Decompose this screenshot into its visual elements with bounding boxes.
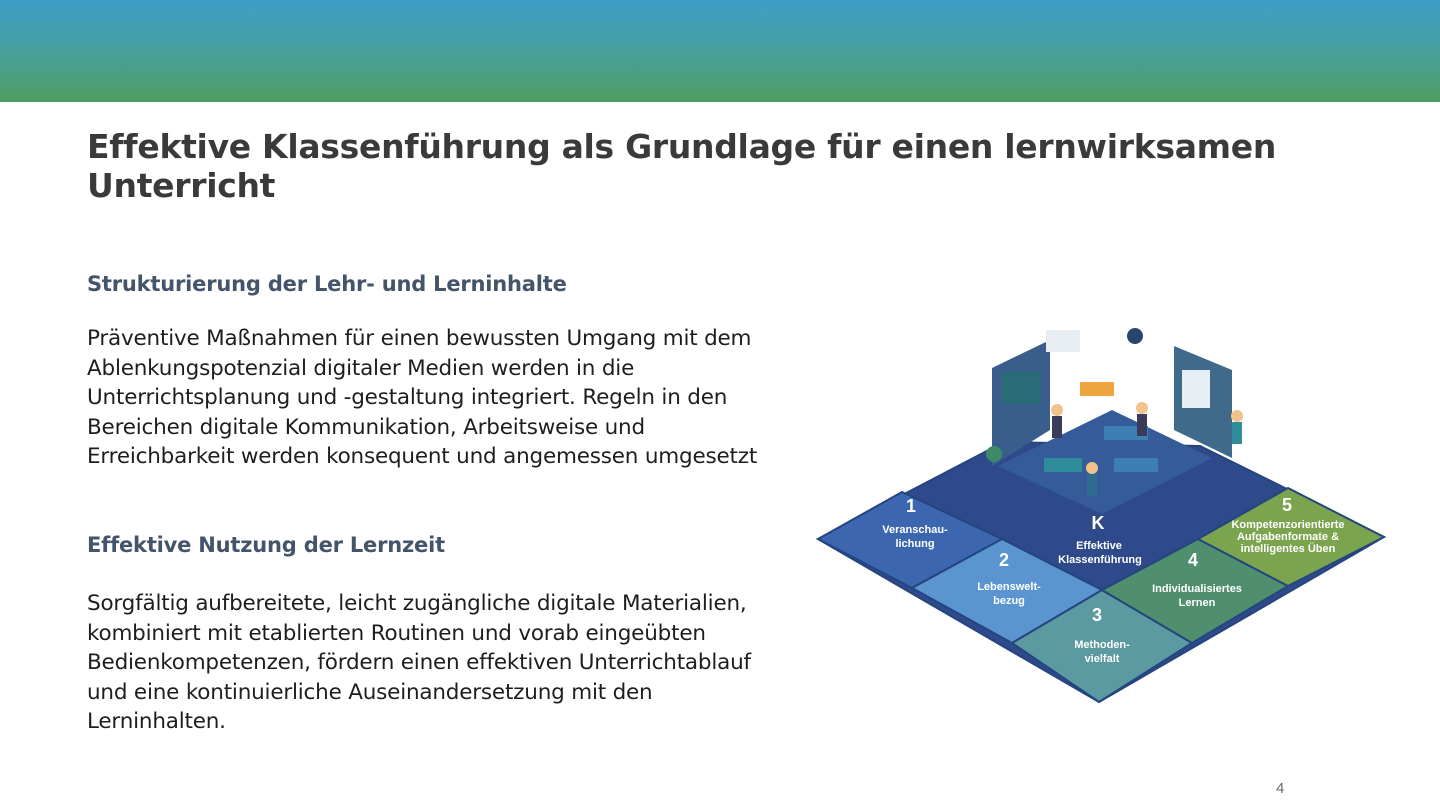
- text-line: Erreichbarkeit werden konsequent und angemessen umgesetzt: [87, 444, 758, 469]
- person-icon: [1231, 410, 1243, 422]
- person-icon: [1086, 462, 1098, 474]
- section-heading-structuring: Strukturierung der Lehr- und Lerninhalte: [87, 272, 567, 296]
- page-number: 4: [1276, 780, 1285, 797]
- text-line: Lerninhalten.: [87, 709, 226, 734]
- text-line: kombiniert mit etablierten Routinen und vorab eingeübten: [87, 620, 706, 646]
- tile-5-number: 5: [1281, 495, 1293, 515]
- person-icon: [1137, 414, 1147, 436]
- center-label: Effektive: [1076, 540, 1122, 552]
- tile-1-label: lichung: [895, 538, 935, 550]
- section-heading-learning-time: Effektive Nutzung der Lernzeit: [87, 533, 445, 557]
- section-text-learning-time: [87, 589, 807, 737]
- tile-3-number: 3: [1091, 605, 1103, 625]
- person-icon: [1052, 416, 1062, 438]
- whiteboard-icon: [1182, 370, 1210, 408]
- desk-icon: [1044, 458, 1082, 472]
- person-icon: [1051, 404, 1063, 416]
- tile-5-label: Kompetenzorientierte: [1231, 519, 1345, 531]
- isometric-classroom-graphic: [812, 318, 1392, 710]
- desk-icon: [1114, 458, 1158, 472]
- person-icon: [1232, 422, 1242, 444]
- text-line: Unterrichtsplanung und -gestaltung integriert. Regeln in den: [87, 385, 728, 410]
- text-line: Bedienkompetenzen, fördern einen effektiven Unterrichtablauf: [87, 650, 751, 675]
- person-icon: [1087, 474, 1097, 496]
- plant-icon: [986, 446, 1002, 462]
- tile-3-label: Methoden-: [1074, 639, 1130, 651]
- blackboard-icon: [1002, 372, 1040, 404]
- tile-4-number: 4: [1187, 550, 1199, 570]
- tile-2-number: 2: [998, 550, 1010, 570]
- header-banner: [0, 0, 1440, 102]
- tile-4-label: Lernen: [1178, 597, 1216, 609]
- tile-1-label: Veranschau-: [882, 524, 948, 536]
- tile-1-number: 1: [905, 496, 917, 516]
- tile-2-label: bezug: [993, 595, 1025, 607]
- tile-3-label: vielfalt: [1084, 653, 1120, 665]
- classroom-management-diagram: [812, 318, 1392, 710]
- center-letter: K: [1091, 513, 1105, 533]
- text-line: Präventive Maßnahmen für einen bewussten Umgang mit dem: [87, 326, 752, 351]
- text-line: und eine kontinuierliche Auseinandersetzung mit den: [87, 679, 653, 705]
- tile-5-label: Aufgabenformate &: [1236, 531, 1340, 543]
- person-icon: [1136, 402, 1148, 414]
- tile-5-label: intelligentes Üben: [1240, 543, 1336, 555]
- tile-4-label: Individualisiertes: [1152, 583, 1242, 595]
- slide-title: Effektive Klassenführung als Grundlage für einen lernwirksamen Unterricht: [87, 127, 1277, 205]
- chart-panel-icon: [1046, 330, 1080, 352]
- text-line: Ablenkungspotenzial digitaler Medien werden in die: [87, 355, 635, 381]
- desk-icon: [1080, 382, 1114, 396]
- text-line: Bereichen digitale Kommunikation, Arbeitsweise und: [87, 414, 645, 440]
- center-label: Klassenführung: [1058, 554, 1142, 566]
- section-text-structuring: [87, 324, 807, 472]
- text-line: Sorgfältig aufbereitete, leicht zugängliche digitale Materialien,: [87, 591, 747, 616]
- avatar-icon: [1127, 328, 1143, 344]
- tile-2-label: Lebenswelt-: [977, 581, 1041, 593]
